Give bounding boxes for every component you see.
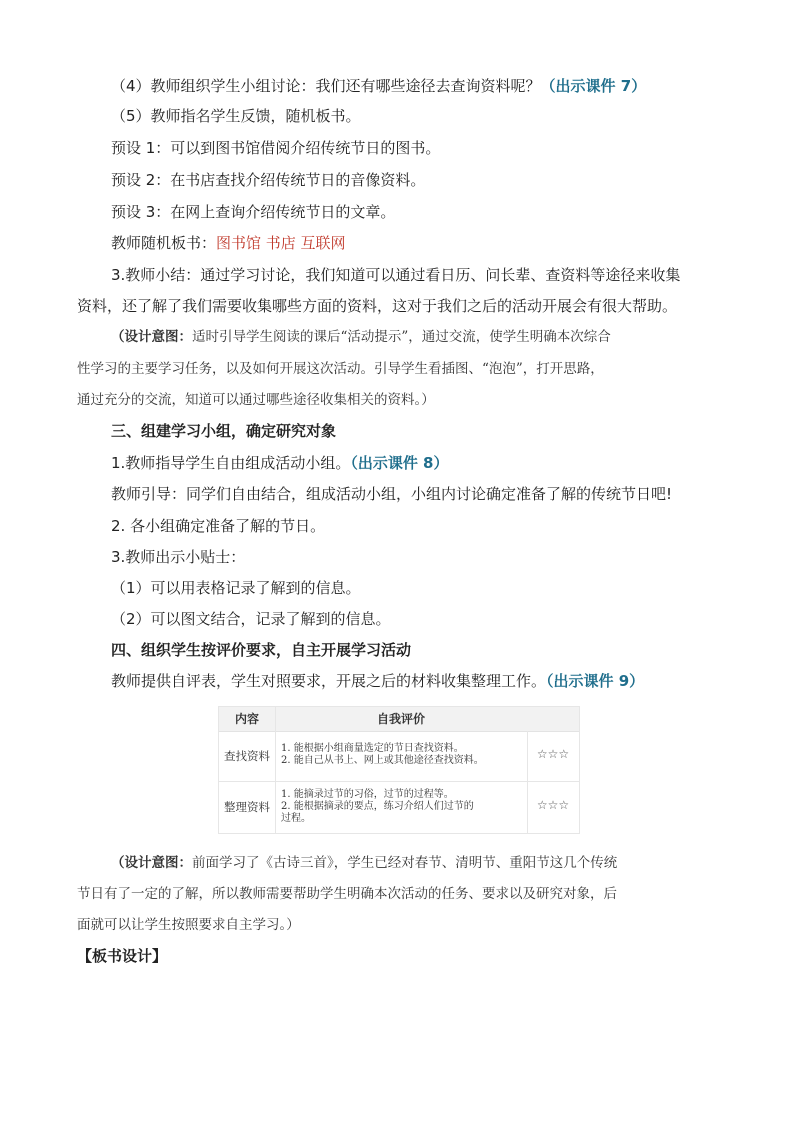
self-evaluation-table (218, 706, 580, 834)
design-intent-1-line2: 性学习的主要学习任务，以及如何开展这次活动。引导学生看插图、“泡泡”，打开思路， (77, 361, 604, 377)
step-2: 2. 各小组确定准备了解的节日。 (111, 517, 326, 535)
preset-3: 预设 3：在网上查询介绍传统节日的文章。 (111, 203, 396, 221)
table-row (219, 782, 579, 832)
step-1: 1.教师指导学生自由组成活动小组。（出示课件 8） (111, 454, 449, 472)
design-intent-2-line2: 节日有了一定的了解，所以教师需要帮助学生明确本次活动的任务、要求以及研究对象，后 (77, 886, 617, 902)
courseware-ref-8: （出示课件 8） (350, 454, 449, 472)
board-writing-line (111, 233, 346, 253)
preset-2: 预设 2：在书店查找介绍传统节日的音像资料。 (111, 171, 426, 189)
design-intent-2-line3: 面就可以让学生按照要求自主学习。） (77, 917, 300, 933)
design-intent-label: （设计意图： (111, 329, 192, 345)
row-items: 1. 能摘录过节的习俗，过节的过程等。 2. 能根据摘录的要点，练习介绍人们过节的 过程。 (281, 789, 474, 824)
courseware-ref-9: （出示课件 9） (546, 672, 645, 690)
row-label: 查找资料 (224, 749, 270, 763)
section-heading-4: 四、组织学生按评价要求，自主开展学习活动 (111, 641, 412, 659)
courseware-ref-7: （出示课件 7） (540, 77, 647, 95)
paragraph-4-text: （4）教师组织学生小组讨论：我们还有哪些途径去查询资料呢？ (111, 77, 541, 95)
section-heading-3: 三、组建学习小组，确定研究对象 (111, 422, 337, 440)
self-eval-intro: 教师提供自评表，学生对照要求，开展之后的材料收集整理工作。（出示课件 9） (111, 672, 645, 690)
row-label: 整理资料 (224, 800, 270, 814)
star-rating: ☆☆☆ (536, 798, 570, 812)
design-intent-2-line1: （设计意图：前面学习了《古诗三首》，学生已经对春节、清明节、重阳节这几个传统 (111, 855, 618, 871)
table-row (219, 732, 579, 782)
header-content: 内容 (234, 712, 259, 726)
tip-2: （2）可以图文结合，记录了解到的信息。 (111, 610, 391, 628)
teacher-guidance: 教师引导：同学们自由结合，组成活动小组，小组内讨论确定准备了解的传统节日吧! (111, 485, 673, 503)
star-rating: ☆☆☆ (536, 747, 570, 761)
paragraph-4 (111, 76, 646, 96)
board-design-heading: 【板书设计】 (77, 947, 168, 965)
board-writing-items: 图书馆 书店 互联网 (216, 234, 346, 252)
header-self-eval: 自我评价 (376, 712, 425, 726)
teacher-summary-2: 资料，还了解了我们需要收集哪些方面的资料，这对于我们之后的活动开展会有很大帮助。 (77, 297, 678, 315)
preset-1: 预设 1：可以到图书馆借阅介绍传统节日的图书。 (111, 139, 441, 157)
design-intent-1-line3: 通过充分的交流，知道可以通过哪些途径收集相关的资料。） (77, 392, 435, 408)
teacher-summary-1: 3.教师小结：通过学习讨论，我们知道可以通过看日历、问长辈、查资料等途径来收集 (111, 266, 681, 284)
paragraph-5: （5）教师指名学生反馈，随机板书。 (111, 107, 361, 125)
design-intent-1-line1: （设计意图：适时引导学生阅读的课后“活动提示”，通过交流，使学生明确本次综合 (111, 329, 611, 345)
tip-1: （1）可以用表格记录了解到的信息。 (111, 579, 361, 597)
row-items: 1. 能根据小组商量选定的节日查找资料。 2. 能自己从书上、网上或其他途径查找资料。 (281, 743, 484, 766)
step-3: 3.教师出示小贴士： (111, 548, 246, 566)
table-header (219, 707, 579, 732)
design-intent-label: （设计意图： (111, 855, 192, 871)
board-writing-label: 教师随机板书： (111, 234, 217, 252)
